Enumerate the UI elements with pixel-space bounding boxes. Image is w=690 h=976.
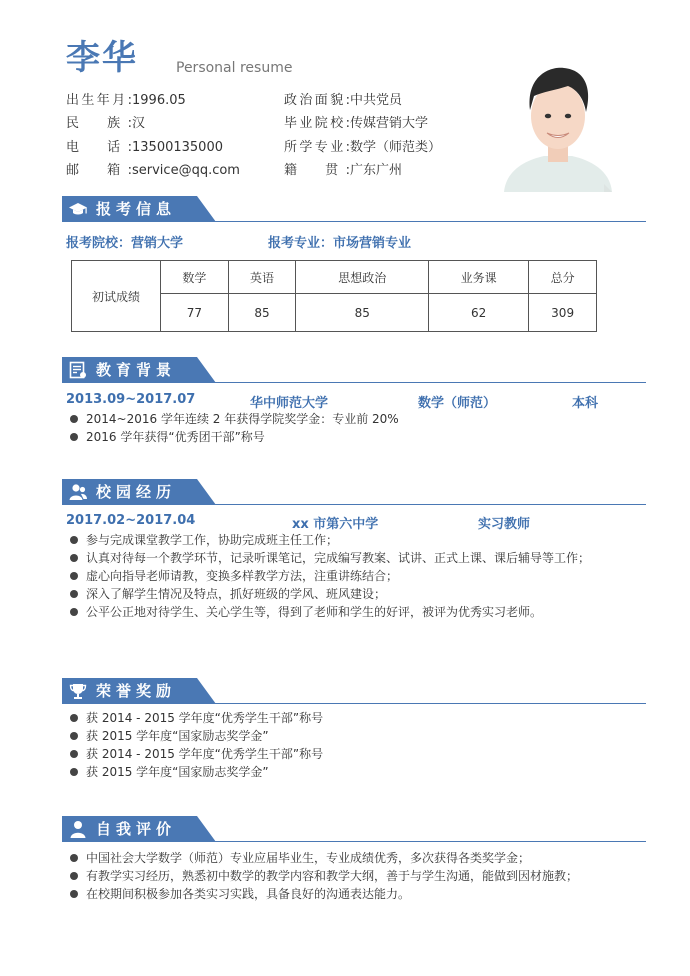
campus-list (66, 531, 590, 621)
section-divider (62, 504, 646, 505)
info-value: 汉 (132, 116, 146, 131)
list-item: 2016 学年获得“优秀团干部”称号 (66, 428, 399, 446)
score-cell: 85 (296, 294, 429, 332)
score-table (71, 260, 597, 332)
campus-org: xx 市第六中学 (292, 517, 379, 532)
list-item: 有教学实习经历，熟悉初中数学的教学内容和教学大纲，善于与学生沟通，能做到因材施教； (66, 867, 578, 885)
section-header-exam (62, 196, 646, 222)
score-cell: 309 (529, 294, 597, 332)
subject-header: 总分 (529, 261, 597, 294)
info-value: 1996.05 (132, 93, 186, 108)
section-title: 荣誉奖励 (96, 682, 177, 700)
section-header-campus (62, 479, 646, 505)
edu-degree: 本科 (572, 396, 599, 411)
info-value: 13500135000 (132, 140, 223, 155)
resume-subtitle: Personal resume (176, 60, 293, 76)
score-cell: 85 (228, 294, 296, 332)
score-cell: 77 (161, 294, 229, 332)
info-label: 民 族: (66, 116, 132, 131)
trophy-icon (68, 681, 88, 701)
list-item: 公平公正地对待学生、关心学生等，得到了老师和学生的好评，被评为优秀实习老师。 (66, 603, 590, 621)
section-header-education (62, 357, 646, 383)
list-item: 获 2015 学年度“国家励志奖学金” (66, 763, 323, 781)
section-title: 报考信息 (96, 200, 177, 218)
list-item: 获 2014 - 2015 学年度“优秀学生干部”称号 (66, 745, 323, 763)
list-item: 获 2015 学年度“国家励志奖学金” (66, 727, 323, 745)
exam-school: 报考院校：营销大学 (66, 236, 184, 251)
info-politics (284, 89, 402, 108)
section-title: 校园经历 (96, 483, 177, 501)
list-item: 虚心向指导老师请教，变换多样教学方法，注重讲练结合； (66, 567, 590, 585)
score-row-label: 初试成绩 (72, 261, 161, 332)
graduation-cap-icon (68, 199, 88, 219)
subject-header: 数学 (161, 261, 229, 294)
person-icon (68, 819, 88, 839)
info-ethnicity (66, 112, 145, 131)
resume-name: 李华 (66, 38, 138, 78)
section-divider (62, 841, 646, 842)
info-label: 籍 贯: (284, 163, 350, 178)
info-school (284, 112, 428, 131)
info-value: 广东广州 (350, 163, 403, 178)
certificate-icon (68, 360, 88, 380)
info-hometown (284, 159, 402, 178)
edu-major: 数学（师范） (418, 396, 497, 411)
info-label: 毕业院校: (284, 116, 350, 131)
info-major (284, 136, 441, 155)
list-item: 认真对待每一个教学环节，记录听课笔记，完成编写教案、试讲、正式上课、课后辅导等工作； (66, 549, 590, 567)
list-item: 在校期间积极参加各类实习实践，具备良好的沟通表达能力。 (66, 885, 578, 903)
list-item: 获 2014 - 2015 学年度“优秀学生干部”称号 (66, 709, 323, 727)
list-item: 2014~2016 学年连续 2 年获得学院奖学金：专业前 20% (66, 410, 399, 428)
list-item: 中国社会大学数学（师范）专业应届毕业生，专业成绩优秀，多次获得各类奖学金； (66, 849, 578, 867)
subject-header: 业务课 (429, 261, 529, 294)
info-value: 数学（师范类） (350, 140, 442, 155)
edu-list (66, 410, 399, 446)
section-title: 教育背景 (96, 361, 177, 379)
section-title: 自我评价 (96, 820, 177, 838)
section-divider (62, 703, 646, 704)
self-list (66, 849, 578, 903)
subject-header: 英语 (228, 261, 296, 294)
info-value: 中共党员 (350, 93, 403, 108)
section-header-self (62, 816, 646, 842)
info-value: service@qq.com (132, 163, 240, 178)
edu-period: 2013.09~2017.07 (66, 392, 196, 407)
profile-photo (504, 52, 612, 192)
info-label: 邮 箱: (66, 163, 132, 178)
info-value: 传媒营销大学 (350, 116, 429, 131)
campus-role: 实习教师 (478, 517, 531, 532)
subject-header: 思想政治 (296, 261, 429, 294)
info-label: 出生年月: (66, 93, 132, 108)
info-birth (66, 89, 186, 108)
info-label: 政治面貌: (284, 93, 350, 108)
people-icon (68, 482, 88, 502)
info-phone (66, 136, 223, 155)
info-email (66, 159, 240, 178)
list-item: 深入了解学生情况及特点，抓好班级的学风、班风建设； (66, 585, 590, 603)
info-label: 电 话: (66, 140, 132, 155)
section-divider (62, 221, 646, 222)
exam-major: 报考专业：市场营销专业 (268, 236, 412, 251)
edu-school: 华中师范大学 (250, 396, 329, 411)
list-item: 参与完成课堂教学工作，协助完成班主任工作； (66, 531, 590, 549)
info-label: 所学专业: (284, 140, 350, 155)
section-header-honors (62, 678, 646, 704)
score-cell: 62 (429, 294, 529, 332)
section-divider (62, 382, 646, 383)
honors-list (66, 709, 323, 781)
campus-period: 2017.02~2017.04 (66, 513, 196, 528)
